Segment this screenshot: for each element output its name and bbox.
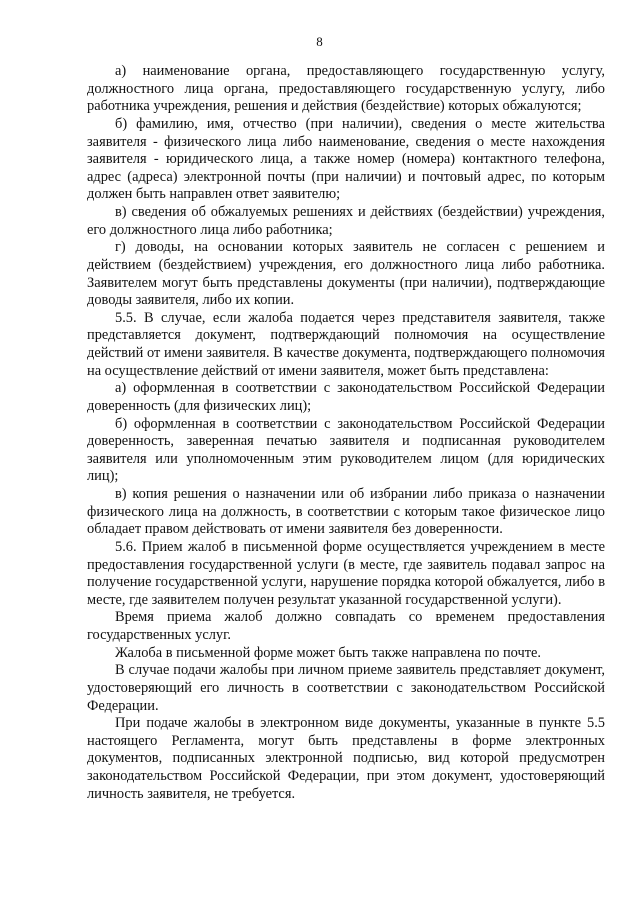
paragraph-5-5-representative: 5.5. В случае, если жалоба подается через представителя заявителя, также представляется документ, подтверждающий полномочия на осуществление действий от имени заявителя. В качестве документа, подтверждающего полномочия на осуществление действий от имени заявителя, может быть представлена:	[87, 309, 605, 379]
paragraph-1-v-appealed-decisions: в) сведения об обжалуемых решениях и действиях (бездействии) учреждения, его должностного лица либо работника;	[87, 204, 605, 238]
page-number: 8	[316, 34, 323, 49]
paragraph-5-5-v-appointment-copy: в) копия решения о назначении или об избрании либо приказа о назначении физического лица на должность, в соответствии с которым такое физическое лицо обладает правом действовать от имени заявителя без доверенности.	[87, 486, 605, 538]
paragraph-5-5-a-individuals: а) оформленная в соответствии с законодательством Российской Федерации доверенность (для физических лиц);	[87, 380, 605, 414]
paragraph-electronic-submission: При подаче жалобы в электронном виде документы, указанные в пункте 5.5 настоящего Регламента, могут быть представлены в форме электронных документов, подписанных электронной подписью, вид которой предусмотрен законодательством Российской Федерации, при этом документ, удостоверяющий личность заявителя, не требуется.	[87, 715, 605, 802]
document-body	[87, 63, 605, 803]
paragraph-5-6-written-complaints: 5.6. Прием жалоб в письменной форме осуществляется учреждением в месте предоставления государственной услуги (в месте, где заявитель подавал запрос на получение государственной услуги, нарушение порядка которой обжалуется, либо в месте, где заявителем получен результат указанной государственной услуги).	[87, 538, 605, 608]
paragraph-5-5-b-legal-entities: б) оформленная в соответствии с законодательством Российской Федерации доверенность, заверенная печатью заявителя и подписанная руководителем заявителя или уполномоченным этим руководителем лицом (для юридических лиц);	[87, 415, 605, 485]
paragraph-by-mail: Жалоба в письменной форме может быть также направлена по почте.	[115, 644, 542, 661]
paragraph-reception-time: Время приема жалоб должно совпадать со временем предоставления государственных услуг.	[87, 609, 605, 643]
paragraph-1-b-applicant-details: б) фамилию, имя, отчество (при наличии), сведения о месте жительства заявителя - физического лица либо наименование, сведения о месте нахождения заявителя - юридического лица, а также номер (номера) контактного телефона, адрес (адреса) электронной почты (при наличии) и почтовый адрес, по которым должен быть направлен ответ заявителю;	[87, 115, 605, 203]
paragraph-1-g-arguments: г) доводы, на основании которых заявитель не согласен с решением и действием (бездействием) учреждения, его должностного лица либо работника. Заявителем могут быть представлены документы (при наличии), подтверждающие доводы заявителя, либо их копии.	[87, 239, 605, 309]
paragraph-personal-reception: В случае подачи жалобы при личном приеме заявитель представляет документ, удостоверяющий его личность в соответствии с законодательством Российской Федерации.	[87, 662, 605, 714]
paragraph-1-a-organ-name: а) наименование органа, предоставляющего государственную услугу, должностного лица органа, предоставляющего государственную услугу, либо работника учреждения, решения и действия (бездействие) которых обжалуются;	[87, 63, 605, 115]
